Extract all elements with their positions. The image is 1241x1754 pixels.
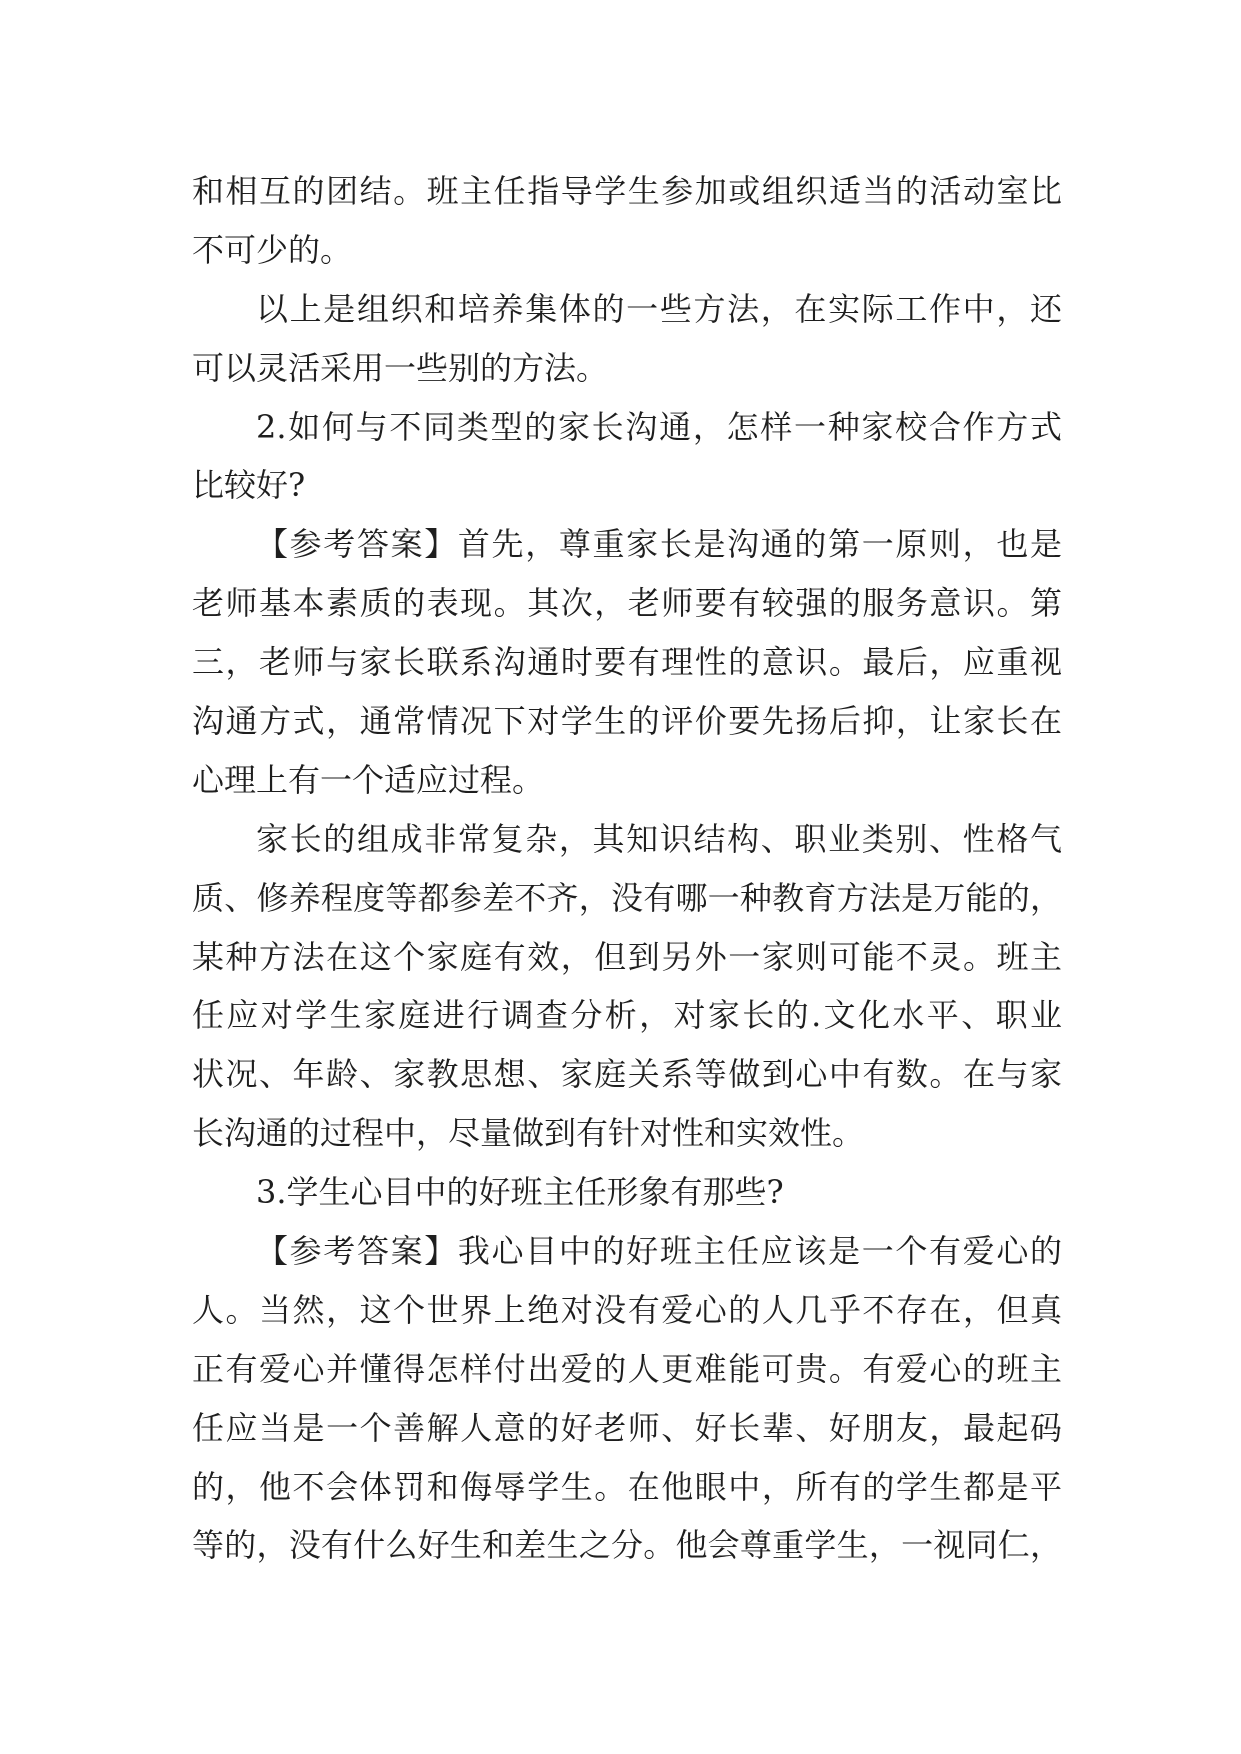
question-heading: 3.学生心目中的好班主任形象有那些? — [256, 1173, 784, 1212]
document-body — [192, 162, 1062, 1575]
question-heading: 比较好? — [192, 466, 306, 505]
text-line: 以上是组织和培养集体的一些方法，在实际工作中，还 — [256, 289, 1062, 328]
text-line: 长沟通的过程中，尽量做到有针对性和实效性。 — [192, 1114, 865, 1153]
text-line: 三，老师与家长联系沟通时要有理性的意识。最后，应重视 — [192, 643, 1062, 682]
text-line: 任应对学生家庭进行调查分析，对家长的.文化水平、职业 — [192, 996, 1062, 1035]
text-line: 老师基本素质的表现。其次，老师要有较强的服务意识。第 — [192, 584, 1062, 623]
text-line: 【参考答案】我心目中的好班主任应该是一个有爱心的 — [256, 1232, 1062, 1271]
text-line: 心理上有一个适应过程。 — [192, 760, 545, 799]
text-line: 质、修养程度等都参差不齐，没有哪一种教育方法是万能的， — [192, 878, 1062, 917]
question-heading: 2.如何与不同类型的家长沟通，怎样一种家校合作方式 — [256, 407, 1062, 446]
text-line: 沟通方式，通常情况下对学生的评价要先扬后抑，让家长在 — [192, 702, 1062, 741]
text-line: 正有爱心并懂得怎样付出爱的人更难能可贵。有爱心的班主 — [192, 1349, 1062, 1388]
text-line: 某种方法在这个家庭有效，但到另外一家则可能不灵。班主 — [192, 937, 1062, 976]
text-line: 和相互的团结。班主任指导学生参加或组织适当的活动室比 — [192, 172, 1062, 210]
text-line: 等的，没有什么好生和差生之分。他会尊重学生，一视同仁， — [192, 1526, 1062, 1565]
text-line: 状况、年龄、家教思想、家庭关系等做到心中有数。在与家 — [192, 1055, 1062, 1094]
text-line: 【参考答案】首先，尊重家长是沟通的第一原则，也是 — [256, 525, 1062, 564]
text-line: 家长的组成非常复杂，其知识结构、职业类别、性格气 — [256, 819, 1062, 858]
text-line: 任应当是一个善解人意的好老师、好长辈、好朋友，最起码 — [192, 1408, 1062, 1447]
text-line: 不可少的。 — [192, 230, 353, 269]
text-line: 可以灵活采用一些别的方法。 — [192, 348, 609, 387]
text-line: 的，他不会体罚和侮辱学生。在他眼中，所有的学生都是平 — [192, 1467, 1062, 1506]
text-line: 人。当然，这个世界上绝对没有爱心的人几乎不存在，但真 — [192, 1290, 1062, 1329]
